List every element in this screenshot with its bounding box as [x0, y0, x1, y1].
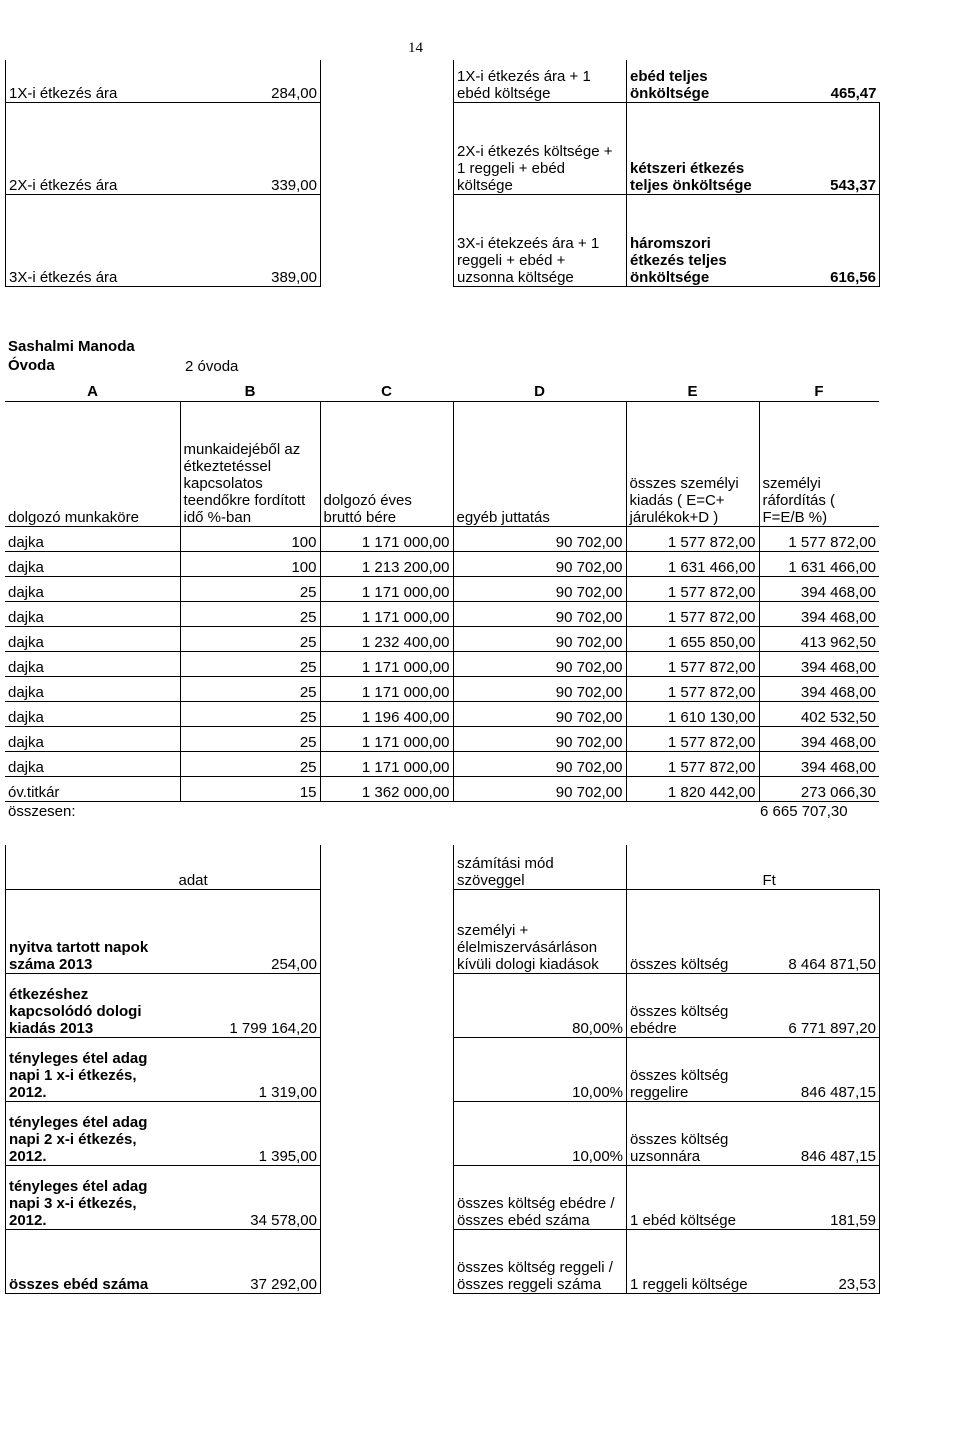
column-header: összes személyi kiadás ( E=C+ járulékok+D )	[626, 402, 759, 527]
data-label: tényleges étel adag napi 2 x-i étkezés, 2012.	[6, 1101, 176, 1165]
other-benefits: 90 702,00	[453, 627, 626, 652]
gross-salary: 1 362 000,00	[320, 777, 453, 802]
cost-amount: 846 487,15	[760, 1101, 880, 1165]
calculation-method: személyi + élelmiszervásárláson kívüli dologi kiadások	[454, 889, 627, 973]
data-value: 37 292,00	[176, 1229, 321, 1293]
column-letter: F	[759, 381, 879, 402]
table-row	[5, 627, 879, 652]
meal-label: 2X-i étkezés ára	[6, 102, 183, 194]
meal-price-table	[5, 60, 880, 287]
job-title: dajka	[5, 602, 180, 627]
data-label: nyitva tartott napok száma 2013	[6, 889, 176, 973]
cost-calculation-table	[5, 845, 880, 1294]
calculation-method: 10,00%	[454, 1037, 627, 1101]
table-row	[5, 777, 879, 802]
table-row	[6, 889, 880, 973]
gross-salary: 1 171 000,00	[320, 527, 453, 552]
gross-salary: 1 213 200,00	[320, 552, 453, 577]
meal-total: 616,56	[765, 194, 880, 286]
job-title: dajka	[5, 577, 180, 602]
cost-description: összes költség	[627, 889, 760, 973]
meal-price-row	[6, 102, 880, 194]
data-header: adat	[176, 845, 321, 889]
table-row	[6, 1037, 880, 1101]
gross-salary: 1 232 400,00	[320, 627, 453, 652]
personal-cost: 394 468,00	[759, 727, 879, 752]
gross-salary: 1 171 000,00	[320, 727, 453, 752]
meal-desc: 1X-i étkezés ára + 1 ebéd költsége	[454, 60, 627, 102]
time-percent: 25	[180, 752, 320, 777]
table-row	[6, 1229, 880, 1293]
staff-rows	[5, 527, 879, 802]
total-personal-expense: 1 820 442,00	[626, 777, 759, 802]
job-title: óv.titkár	[5, 777, 180, 802]
other-benefits: 90 702,00	[453, 577, 626, 602]
meal-price: 389,00	[183, 194, 321, 286]
meal-price-row	[6, 60, 880, 102]
time-percent: 25	[180, 577, 320, 602]
cost-amount: 181,59	[760, 1165, 880, 1229]
table-row	[5, 727, 879, 752]
total-personal-expense: 1 577 872,00	[626, 527, 759, 552]
personal-cost: 394 468,00	[759, 677, 879, 702]
cost-amount: 23,53	[760, 1229, 880, 1293]
cost-description: 1 reggeli költsége	[627, 1229, 760, 1293]
meal-total: 543,37	[765, 102, 880, 194]
institution-name-line1: Sashalmi Manoda	[8, 338, 135, 355]
meal-price: 339,00	[183, 102, 321, 194]
column-header: személyi ráfordítás ( F=E/B %)	[759, 402, 879, 527]
meal-label: 3X-i étkezés ára	[6, 194, 183, 286]
total-personal-expense: 1 577 872,00	[626, 602, 759, 627]
meal-total-label: kétszeri étkezés teljes önköltsége	[627, 102, 765, 194]
calculation-method: 10,00%	[454, 1101, 627, 1165]
cost-description: 1 ebéd költsége	[627, 1165, 760, 1229]
other-benefits: 90 702,00	[453, 752, 626, 777]
other-benefits: 90 702,00	[453, 652, 626, 677]
job-title: dajka	[5, 552, 180, 577]
staff-cost-table	[5, 381, 879, 802]
gross-salary: 1 171 000,00	[320, 602, 453, 627]
table-row	[5, 577, 879, 602]
total-personal-expense: 1 610 130,00	[626, 702, 759, 727]
cost-amount: 8 464 871,50	[760, 889, 880, 973]
time-percent: 100	[180, 552, 320, 577]
gross-salary: 1 171 000,00	[320, 652, 453, 677]
time-percent: 25	[180, 677, 320, 702]
column-header: dolgozó éves bruttó bére	[320, 402, 453, 527]
column-letter: B	[180, 381, 320, 402]
other-benefits: 90 702,00	[453, 727, 626, 752]
kindergarten-count: 2 óvoda	[185, 358, 239, 375]
column-letter: C	[320, 381, 453, 402]
column-header: dolgozó munkaköre	[5, 402, 180, 527]
total-personal-expense: 1 577 872,00	[626, 727, 759, 752]
time-percent: 25	[180, 727, 320, 752]
table-row	[5, 677, 879, 702]
column-header: munkaidejéből az étkeztetéssel kapcsolatos teendőkre fordított idő %-ban	[180, 402, 320, 527]
cost-amount: 846 487,15	[760, 1037, 880, 1101]
meal-label: 1X-i étkezés ára	[6, 60, 183, 102]
meal-total: 465,47	[765, 60, 880, 102]
cost-description: összes költség uzsonnára	[627, 1101, 760, 1165]
time-percent: 25	[180, 652, 320, 677]
column-letters	[5, 381, 879, 402]
personal-cost: 413 962,50	[759, 627, 879, 652]
total-personal-expense: 1 577 872,00	[626, 752, 759, 777]
method-header: számítási mód szöveggel	[454, 845, 627, 889]
total-value: 6 665 707,30	[760, 803, 848, 820]
time-percent: 15	[180, 777, 320, 802]
table-row	[5, 602, 879, 627]
gross-salary: 1 196 400,00	[320, 702, 453, 727]
table-row	[5, 552, 879, 577]
time-percent: 100	[180, 527, 320, 552]
other-benefits: 90 702,00	[453, 702, 626, 727]
institution-name-line2: Óvoda	[8, 357, 55, 374]
personal-cost: 394 468,00	[759, 752, 879, 777]
other-benefits: 90 702,00	[453, 602, 626, 627]
table-row	[5, 702, 879, 727]
personal-cost: 1 631 466,00	[759, 552, 879, 577]
meal-total-label: ebéd teljes önköltsége	[627, 60, 765, 102]
table-row	[6, 1101, 880, 1165]
job-title: dajka	[5, 752, 180, 777]
other-benefits: 90 702,00	[453, 677, 626, 702]
time-percent: 25	[180, 702, 320, 727]
personal-cost: 402 532,50	[759, 702, 879, 727]
cost-amount: 6 771 897,20	[760, 973, 880, 1037]
job-title: dajka	[5, 627, 180, 652]
job-title: dajka	[5, 727, 180, 752]
job-title: dajka	[5, 702, 180, 727]
data-value: 1 799 164,20	[176, 973, 321, 1037]
personal-cost: 394 468,00	[759, 652, 879, 677]
table-row	[5, 652, 879, 677]
total-label: összesen:	[8, 803, 76, 820]
personal-cost: 394 468,00	[759, 602, 879, 627]
calculation-method: 80,00%	[454, 973, 627, 1037]
cost-description: összes költség reggelire	[627, 1037, 760, 1101]
total-personal-expense: 1 631 466,00	[626, 552, 759, 577]
column-letter: A	[5, 381, 180, 402]
gross-salary: 1 171 000,00	[320, 577, 453, 602]
calculation-method: összes költség reggeli /összes reggeli száma	[454, 1229, 627, 1293]
data-value: 1 319,00	[176, 1037, 321, 1101]
total-personal-expense: 1 655 850,00	[626, 627, 759, 652]
data-label: összes ebéd száma	[6, 1229, 176, 1293]
table-row	[5, 527, 879, 552]
job-title: dajka	[5, 527, 180, 552]
table-row	[5, 752, 879, 777]
job-title: dajka	[5, 677, 180, 702]
gross-salary: 1 171 000,00	[320, 752, 453, 777]
total-personal-expense: 1 577 872,00	[626, 652, 759, 677]
other-benefits: 90 702,00	[453, 527, 626, 552]
data-value: 254,00	[176, 889, 321, 973]
data-value: 34 578,00	[176, 1165, 321, 1229]
personal-cost: 1 577 872,00	[759, 527, 879, 552]
meal-price: 284,00	[183, 60, 321, 102]
column-letter: D	[453, 381, 626, 402]
data-label: tényleges étel adag napi 1 x-i étkezés, 2012.	[6, 1037, 176, 1101]
other-benefits: 90 702,00	[453, 777, 626, 802]
time-percent: 25	[180, 602, 320, 627]
total-personal-expense: 1 577 872,00	[626, 677, 759, 702]
meal-price-row	[6, 194, 880, 286]
calculation-method: összes költség ebédre /összes ebéd száma	[454, 1165, 627, 1229]
meal-total-label: háromszori étkezés teljes önköltsége	[627, 194, 765, 286]
cost-description: összes költség ebédre	[627, 973, 760, 1037]
cost-rows	[6, 889, 880, 1293]
ft-header: Ft	[760, 845, 880, 889]
page-number: 14	[408, 40, 423, 56]
personal-cost: 394 468,00	[759, 577, 879, 602]
other-benefits: 90 702,00	[453, 552, 626, 577]
data-label: tényleges étel adag napi 3 x-i étkezés, 2012.	[6, 1165, 176, 1229]
meal-desc: 3X-i étekzeés ára + 1 reggeli + ebéd + uzsonna költsége	[454, 194, 627, 286]
time-percent: 25	[180, 627, 320, 652]
institution-name	[8, 337, 135, 375]
table-row	[6, 1165, 880, 1229]
table-row	[6, 973, 880, 1037]
column-letter: E	[626, 381, 759, 402]
column-header: egyéb juttatás	[453, 402, 626, 527]
column-headers	[5, 402, 879, 527]
cost-header-row	[6, 845, 880, 889]
total-personal-expense: 1 577 872,00	[626, 577, 759, 602]
personal-cost: 273 066,30	[759, 777, 879, 802]
data-value: 1 395,00	[176, 1101, 321, 1165]
job-title: dajka	[5, 652, 180, 677]
data-label: étkezéshez kapcsolódó dologi kiadás 2013	[6, 973, 176, 1037]
gross-salary: 1 171 000,00	[320, 677, 453, 702]
meal-desc: 2X-i étkezés költsége + 1 reggeli + ebéd költsége	[454, 102, 627, 194]
